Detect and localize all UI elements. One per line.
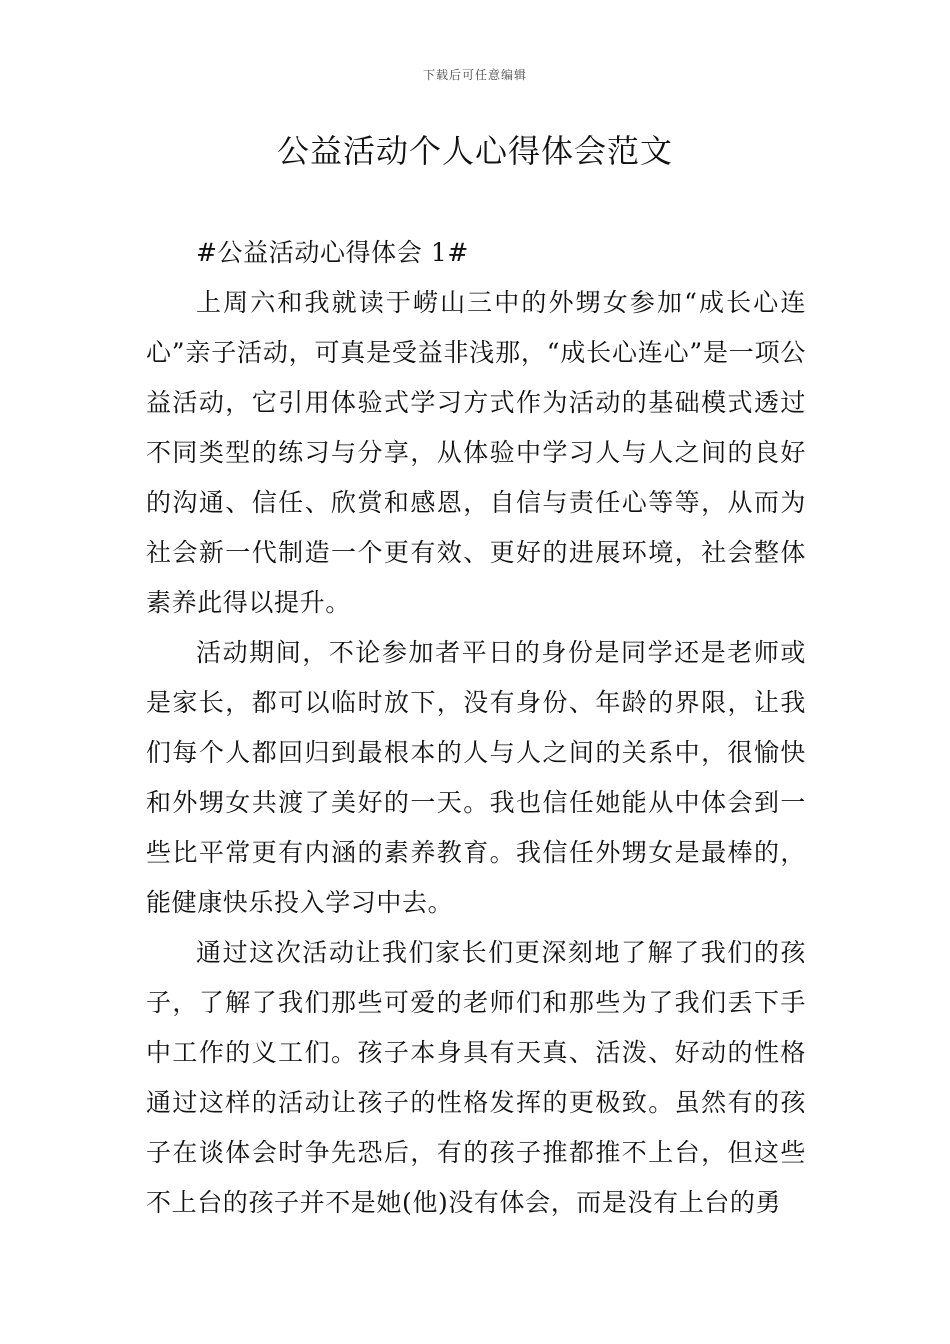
header-note: 下载后可任意编辑 bbox=[422, 68, 527, 82]
paragraph: 上周六和我就读于崂山三中的外甥女参加“成长心连心”亲子活动，可真是受益非浅那，“成长心连心”是一项公益活动，它引用体验式学习方式作为活动的基础模式透过不同类型的练习与分享，从体验中学习人与人之间的良好的沟通、信任、欣赏和感恩，自信与责任心等等，从而为社会新一代制造一个更有效、更好的进展环境，社会整体素养此得以提升。 bbox=[146, 288, 806, 617]
paragraph: 活动期间，不论参加者平日的身份是同学还是老师或是家长，都可以临时放下，没有身份、年龄的界限，让我们每个人都回归到最根本的人与人之间的关系中，很愉快和外甥女共渡了美好的一天。我也信任她能从中体会到一些比平常更有内涵的素养教育。我信任外甥女是最棒的，能健康快乐投入学习中去。 bbox=[146, 638, 806, 917]
section-label: #公益活动心得体会 1# bbox=[196, 238, 469, 267]
paragraph: 通过这次活动让我们家长们更深刻地了解了我们的孩子，了解了我们那些可爱的老师们和那些为了我们丢下手中工作的义工们。孩子本身具有天真、活泼、好动的性格通过这样的活动让孩子的性格发挥的更极致。虽然有的孩子在谈体会时争先恐后，有的孩子推都推不上台，但这些不上台的孩子并不是她(他)没有体会，而是没有上台的勇 bbox=[146, 938, 806, 1217]
document-body bbox=[146, 228, 806, 1228]
document-title: 公益活动个人心得体会范文 bbox=[276, 132, 673, 170]
